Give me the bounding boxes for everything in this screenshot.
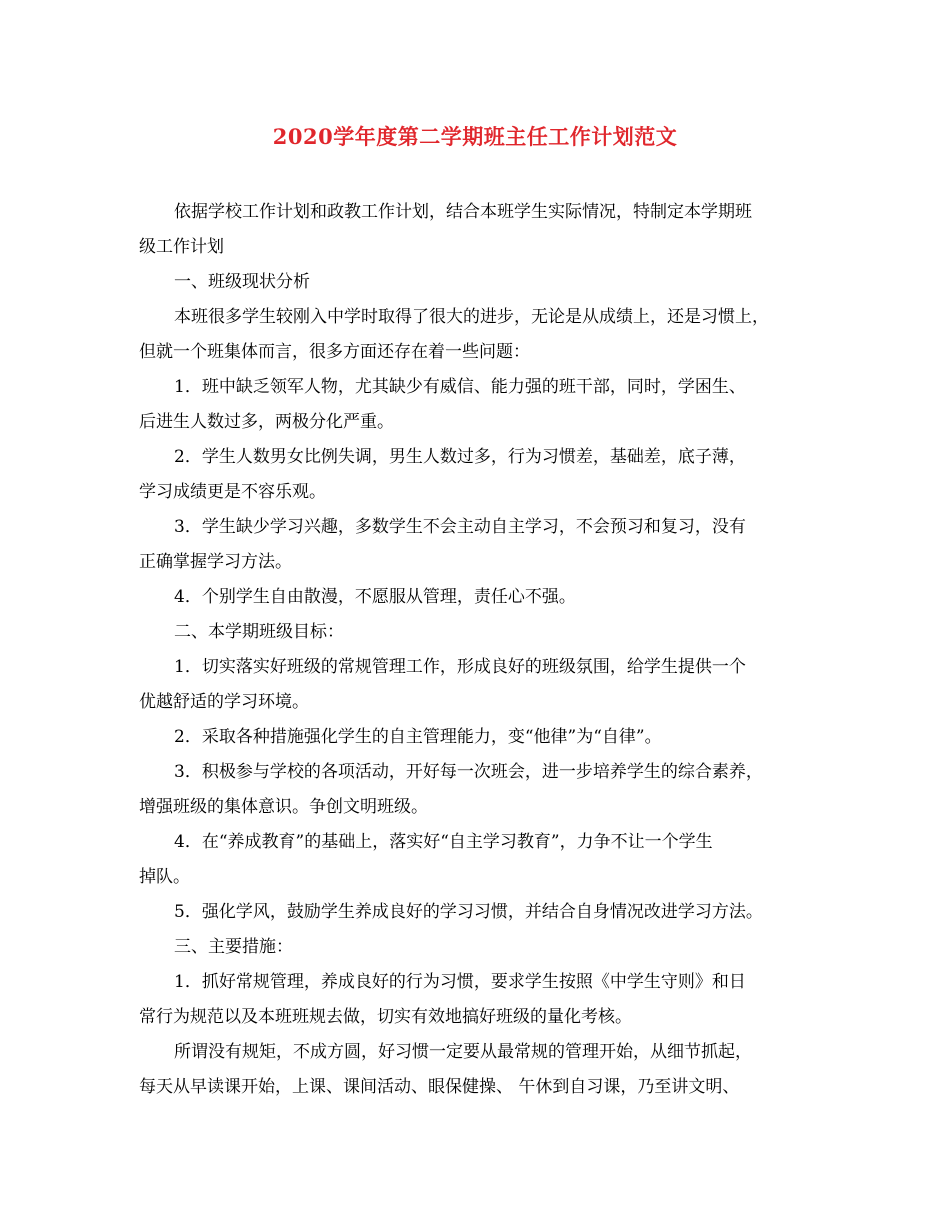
body-line: 依据学校工作计划和政教工作计划，结合本班学生实际情况，特制定本学期班 — [174, 202, 752, 222]
body-line: 二、本学期班级目标： — [174, 622, 344, 642]
body-line: 三、主要措施： — [174, 937, 293, 957]
body-line: 增强班级的集体意识。争创文明班级。 — [139, 797, 428, 817]
body-line: 优越舒适的学习环境。 — [139, 692, 309, 712]
body-line: 每天从早读课开始，上课、课间活动、眼保健操、 午休到自习课，乃至讲文明、 — [139, 1077, 740, 1097]
document-title: 2020学年度第二学期班主任工作计划范文 — [272, 124, 678, 149]
body-line: 2．采取各种措施强化学生的自主管理能力，变“他律”为“自律”。 — [174, 727, 662, 747]
body-line: 1．切实落实好班级的常规管理工作，形成良好的班级氛围，给学生提供一个 — [174, 657, 746, 677]
body-line: 后进生人数过多，两极分化严重。 — [139, 412, 394, 432]
body-line: 3．学生缺少学习兴趣，多数学生不会主动自主学习，不会预习和复习，没有 — [174, 517, 746, 537]
body-line: 4．在“养成教育”的基础上，落实好“自主学习教育”，力争不让一个学生 — [174, 832, 713, 852]
body-line: 4．个别学生自由散漫，不愿服从管理，责任心不强。 — [174, 587, 576, 607]
body-line: 5．强化学风，鼓励学生养成良好的学习习惯，并结合自身情况改进学习方法。 — [174, 902, 763, 922]
body-line: 但就一个班集体而言，很多方面还存在着一些问题： — [139, 342, 530, 362]
body-line: 级工作计划 — [139, 237, 224, 257]
body-line: 2．学生人数男女比例失调，男生人数过多，行为习惯差，基础差，底子薄， — [174, 447, 746, 467]
body-line: 正确掌握学习方法。 — [139, 552, 292, 572]
body-line: 本班很多学生较刚入中学时取得了很大的进步，无论是从成绩上，还是习惯上， — [174, 307, 769, 327]
body-line: 1．抓好常规管理，养成良好的行为习惯，要求学生按照《中学生守则》和日 — [174, 972, 746, 992]
body-line: 掉队。 — [139, 867, 190, 887]
body-line: 1．班中缺乏领军人物，尤其缺少有威信、能力强的班干部，同时，学困生、 — [174, 377, 746, 397]
body-line: 所谓没有规矩，不成方圆，好习惯一定要从最常规的管理开始，从细节抓起， — [174, 1042, 752, 1062]
body-line: 学习成绩更是不容乐观。 — [139, 482, 326, 502]
document-body — [139, 195, 829, 1105]
body-line: 一、班级现状分析 — [174, 272, 310, 292]
body-line: 3．积极参与学校的各项活动，开好每一次班会，进一步培养学生的综合素养， — [174, 762, 763, 782]
body-line: 常行为规范以及本班班规去做，切实有效地搞好班级的量化考核。 — [139, 1007, 632, 1027]
